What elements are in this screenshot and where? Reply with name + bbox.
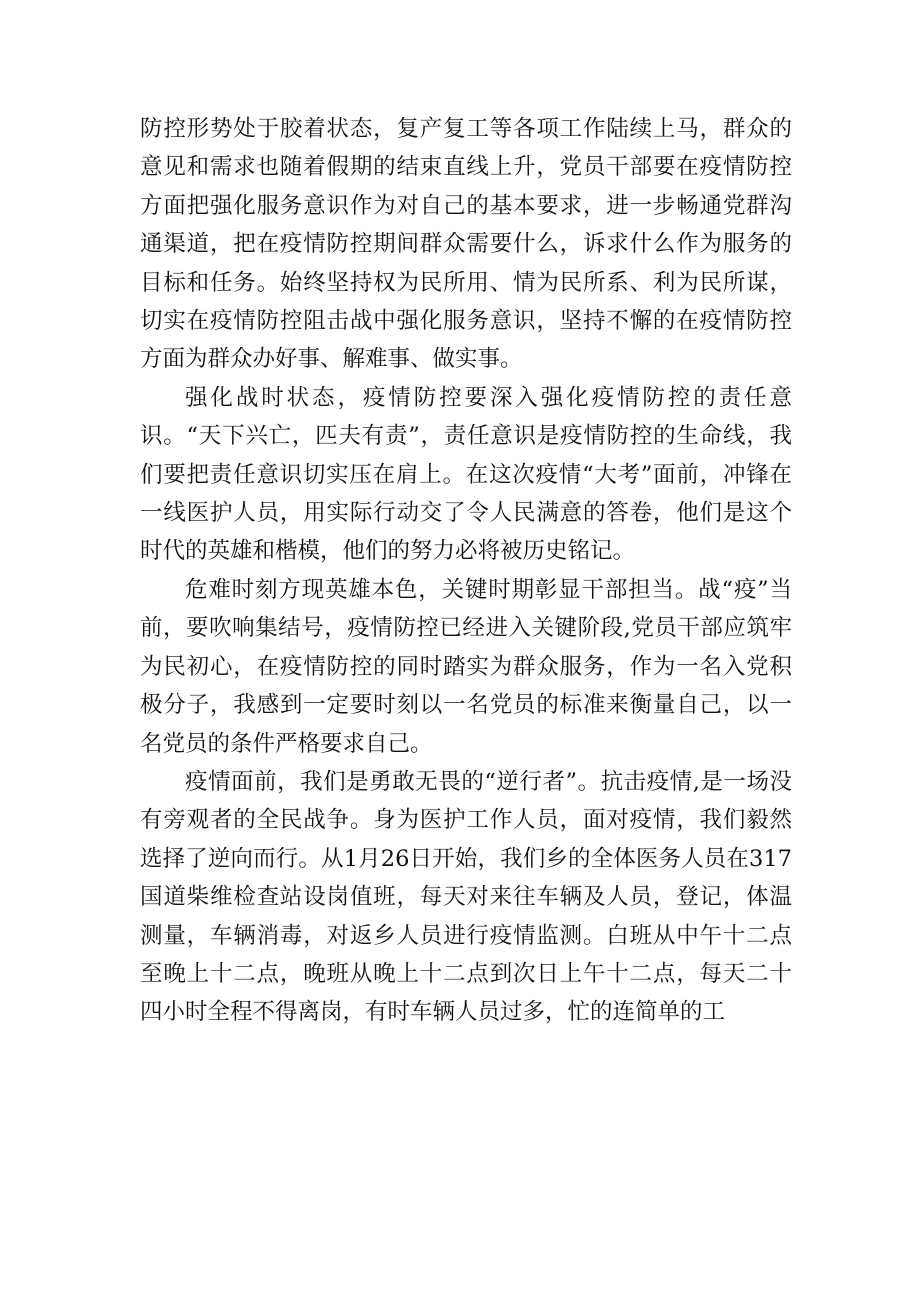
paragraph-2: 强化战时状态，疫情防控要深入强化疫情防控的责任意识。“天下兴亡，匹夫有责”，责任意识是疫情防控的生命线，我们要把责任意识切实压在肩上。在这次疫情“大考”面前，冲锋在一线医护人员，用实际行动交了令人民满意的答卷，他们是这个时代的英雄和楷模，他们的努力必将被历史铭记。 bbox=[140, 384, 792, 565]
paragraph-4: 疫情面前，我们是勇敢无畏的“逆行者”。抗击疫情,是一场没有旁观者的全民战争。身为医护工作人员，面对疫情，我们毅然选择了逆向而行。从1月26日开始，我们乡的全体医务人员在317国道柴维检查站设岗值班，每天对来往车辆及人员，登记，体温测量，车辆消毒，对返乡人员进行疫情监测。白班从中午十二点至晚上十二点，晚班从晚上十二点到次日上午十二点，每天二十四小时全程不得离岗，有时车辆人员过多，忙的连简单的工 bbox=[140, 768, 792, 1026]
document-body bbox=[140, 110, 792, 1032]
paragraph-1: 防控形势处于胶着状态，复产复工等各项工作陆续上马，群众的意见和需求也随着假期的结束直线上升，党员干部要在疫情防控方面把强化服务意识作为对自己的基本要求，进一步畅通党群沟通渠道，把在疫情防控期间群众需要什么，诉求什么作为服务的目标和任务。始终坚持权为民所用、情为民所系、利为民所谋，切实在疫情防控阻击战中强化服务意识，坚持不懈的在疫情防控方面为群众办好事、解难事、做实事。 bbox=[140, 116, 792, 373]
paragraph-3: 危难时刻方现英雄本色，关键时期彰显干部担当。战“疫”当前，要吹响集结号，疫情防控已经进入关键阶段,党员干部应筑牢为民初心，在疫情防控的同时踏实为群众服务，作为一名入党积极分子，我感到一定要时刻以一名党员的标准来衡量自己，以一名党员的条件严格要求自己。 bbox=[140, 576, 792, 757]
